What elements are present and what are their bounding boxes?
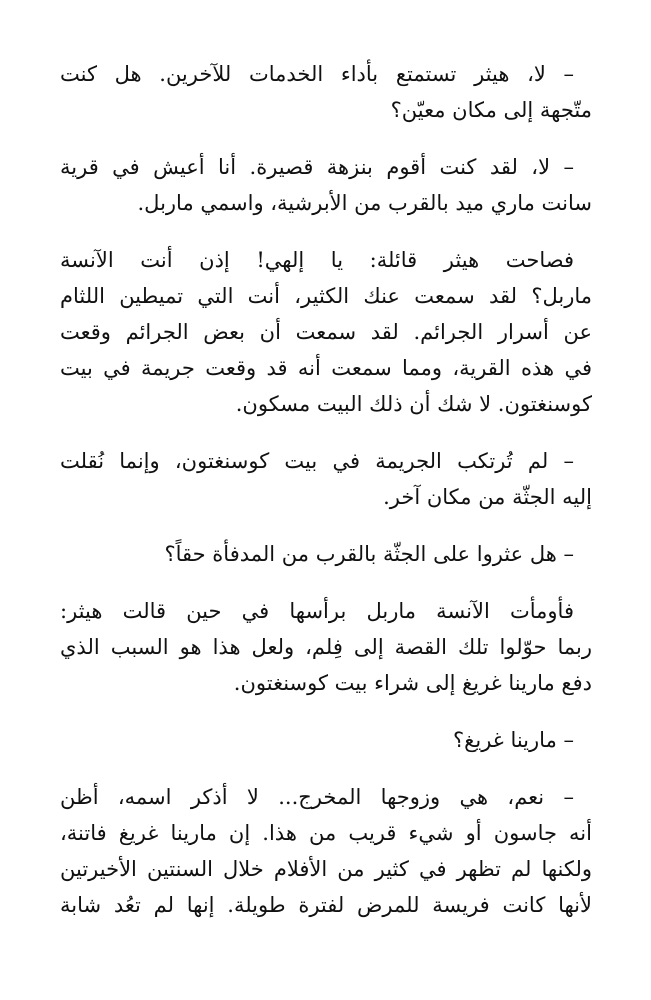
paragraph-6 [60,593,592,701]
text-line: في هذه القرية، ومما سمعت أنه قد وقعت جريمة في بيت [60,356,592,380]
text-line: – لم تُرتكب الجريمة في بيت كوسنغتون، وإنما نُقلت [60,449,574,473]
text-line: متّجهة إلى مكان معيّن؟ [390,98,592,122]
text-line: أنه جاسون أو شيء قريب من هذا. إن مارينا غريغ فاتنة، [60,821,592,845]
paragraph-4 [60,443,592,515]
text-line: سانت ماري ميد بالقرب من الأبرشية، واسمي ماربل. [137,191,592,215]
paragraph-8 [60,779,592,923]
paragraph-5 [60,536,592,572]
text-line: – هل عثروا على الجثّة بالقرب من المدفأة حقاً؟ [164,542,574,566]
text-line: ولكنها لم تظهر في كثير من الأفلام خلال السنتين الأخيرتين [60,857,592,881]
text-line: فأومأت الآنسة ماربل برأسها في حين قالت هيثر: [60,599,574,623]
text-line: – لا، لقد كنت أقوم بنزهة قصيرة. أنا أعيش في قرية [60,155,574,179]
book-page [60,56,592,944]
text-line: ماربل؟ لقد سمعت عنك الكثير، أنت التي تميطين اللثام [60,284,592,308]
text-line: كوسنغتون. لا شك أن ذلك البيت مسكون. [235,392,592,416]
text-line: ربما حوّلوا تلك القصة إلى فِلم، ولعل هذا هو السبب الذي [60,635,592,659]
text-line: إليه الجثّة من مكان آخر. [383,485,592,509]
text-line: فصاحت هيثر قائلة: يا إلهي! إذن أنت الآنسة [60,248,574,272]
paragraph-3 [60,242,592,422]
paragraph-7 [60,722,592,758]
text-line: لأنها كانت فريسة للمرض لفترة طويلة. إنها لم تعُد شابة [60,893,592,917]
paragraph-1 [60,56,592,128]
paragraph-2 [60,149,592,221]
text-line: – لا، هيثر تستمتع بأداء الخدمات للآخرين. هل كنت [60,62,574,86]
text-line: – مارينا غريغ؟ [453,728,574,752]
text-line: – نعم، هي وزوجها المخرج... لا أذكر اسمه، أظن [60,785,574,809]
text-line: عن أسرار الجرائم. لقد سمعت أن بعض الجرائم وقعت [60,320,592,344]
text-line: دفع مارينا غريغ إلى شراء بيت كوسنغتون. [233,671,592,695]
